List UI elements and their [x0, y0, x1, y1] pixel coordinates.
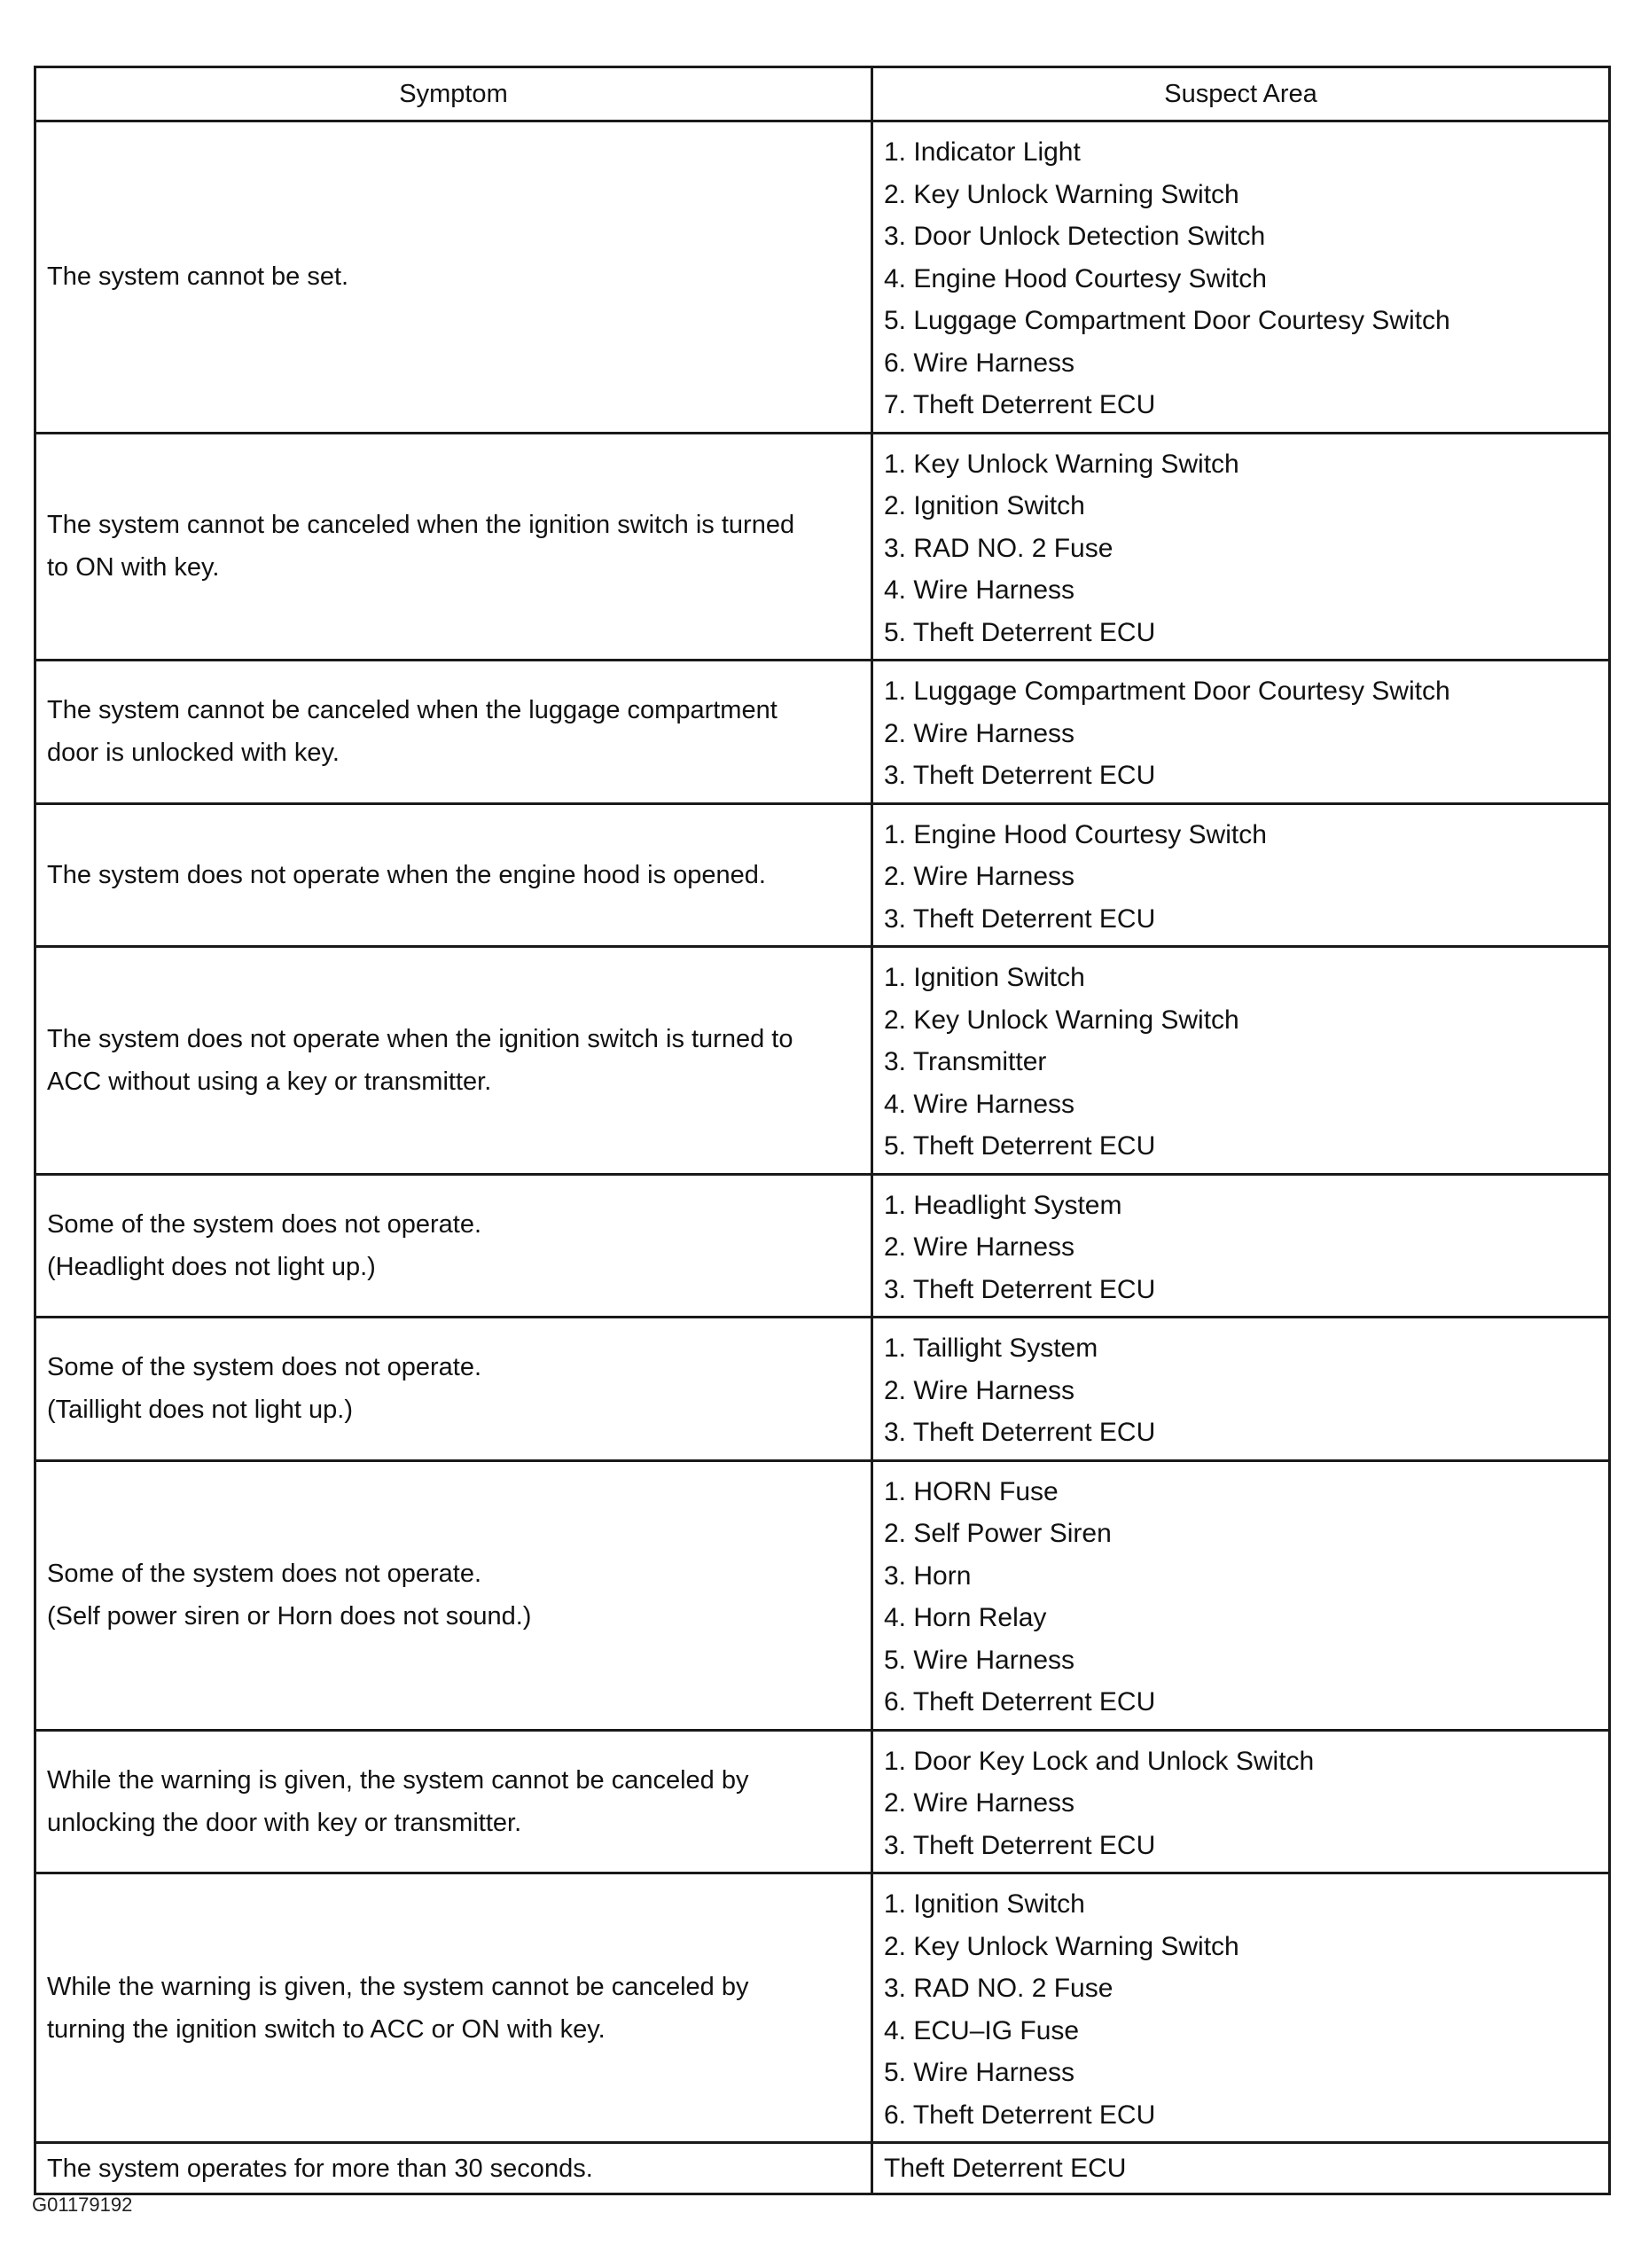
table-row — [35, 1318, 1610, 1461]
suspect-item: 2. Wire Harness — [884, 1788, 1075, 1818]
suspect-item: 2. Wire Harness — [884, 718, 1075, 748]
suspect-item: 2. Key Unlock Warning Switch — [884, 1931, 1239, 1961]
symptom-text: The system cannot be canceled when the luggage compartment — [47, 696, 778, 725]
symptom-text: ACC without using a key or transmitter. — [47, 1067, 492, 1096]
table-row — [35, 803, 1610, 947]
symptom-text: The system does not operate when the ignition switch is turned to — [47, 1024, 793, 1053]
suspect-item: 3. Theft Deterrent ECU — [884, 903, 1156, 934]
suspect-item: 4. Wire Harness — [884, 1089, 1075, 1119]
table-row — [35, 1730, 1610, 1873]
suspect-item: 3. Theft Deterrent ECU — [884, 761, 1156, 790]
suspect-item: 1. HORN Fuse — [884, 1476, 1059, 1506]
suspect-item: 6. Wire Harness — [884, 348, 1075, 378]
suspect-item: 2. Wire Harness — [884, 862, 1075, 891]
suspect-item: 1. Indicator Light — [884, 137, 1081, 167]
table-row — [35, 661, 1610, 804]
symptom-cell — [35, 947, 872, 1175]
suspect-item: 2. Wire Harness — [884, 1232, 1075, 1262]
suspect-item: 2. Key Unlock Warning Switch — [884, 1005, 1239, 1035]
table-row — [35, 947, 1610, 1175]
suspect-item: 5. Luggage Compartment Door Courtesy Switch — [884, 306, 1450, 335]
symptom-text: The system operates for more than 30 seconds. — [47, 2154, 593, 2183]
figure-id-label: G01179192 — [32, 2194, 133, 2216]
suspect-item: 1. Door Key Lock and Unlock Switch — [884, 1746, 1315, 1776]
suspect-item: 3. RAD NO. 2 Fuse — [884, 533, 1114, 563]
suspect-list — [884, 1185, 1601, 1311]
suspect-area-cell — [872, 1460, 1610, 1730]
suspect-item: 3. Theft Deterrent ECU — [884, 1418, 1156, 1447]
suspect-item: 1. Ignition Switch — [884, 1889, 1085, 1919]
suspect-item: 3. Theft Deterrent ECU — [884, 1830, 1156, 1860]
suspect-item: Theft Deterrent ECU — [884, 2154, 1127, 2183]
suspect-item: 3. Horn — [884, 1560, 972, 1591]
suspect-item: 6. Theft Deterrent ECU — [884, 1687, 1156, 1717]
suspect-item: 1. Engine Hood Courtesy Switch — [884, 819, 1267, 849]
suspect-item: 2. Key Unlock Warning Switch — [884, 179, 1239, 209]
suspect-area-cell — [872, 947, 1610, 1175]
symptom-text: unlocking the door with key or transmitter. — [47, 1808, 522, 1837]
suspect-item: 2. Wire Harness — [884, 1375, 1075, 1405]
table-body — [35, 121, 1610, 2194]
symptom-cell — [35, 661, 872, 804]
suspect-area-cell — [872, 1730, 1610, 1873]
suspect-area-cell — [872, 1174, 1610, 1318]
symptom-cell — [35, 803, 872, 947]
suspect-list — [884, 1740, 1601, 1867]
table-row — [35, 1460, 1610, 1730]
table-row — [35, 2143, 1610, 2194]
suspect-item: 1. Ignition Switch — [884, 963, 1085, 992]
suspect-item: 4. Wire Harness — [884, 575, 1075, 605]
symptom-text: Some of the system does not operate. — [47, 1560, 482, 1588]
suspect-item: 2. Ignition Switch — [884, 491, 1085, 520]
suspect-item: 3. Door Unlock Detection Switch — [884, 222, 1266, 251]
suspect-item: 7. Theft Deterrent ECU — [884, 390, 1156, 419]
suspect-item: 3. Theft Deterrent ECU — [884, 1274, 1156, 1304]
suspect-list — [884, 1883, 1601, 2136]
table-row — [35, 433, 1610, 661]
suspect-item: 5. Wire Harness — [884, 2058, 1075, 2087]
symptom-cell — [35, 2143, 872, 2194]
symptom-text: (Headlight does not light up.) — [47, 1252, 376, 1281]
symptom-cell — [35, 121, 872, 434]
symptom-cell — [35, 433, 872, 661]
suspect-item: 1. Taillight System — [884, 1333, 1098, 1363]
symptom-cell — [35, 1730, 872, 1873]
symptom-text: While the warning is given, the system cannot be canceled by — [47, 1765, 749, 1795]
symptom-text: The system cannot be canceled when the ignition switch is turned — [47, 511, 795, 540]
symptom-text: (Taillight does not light up.) — [47, 1396, 353, 1425]
suspect-area-cell — [872, 661, 1610, 804]
table-row — [35, 1873, 1610, 2143]
suspect-item: 4. ECU–IG Fuse — [884, 2015, 1080, 2045]
suspect-area-cell — [872, 1318, 1610, 1461]
symptom-text: The system cannot be set. — [47, 262, 349, 292]
suspect-list — [884, 814, 1601, 941]
suspect-area-cell — [872, 433, 1610, 661]
suspect-item: 1. Headlight System — [884, 1190, 1122, 1220]
symptom-text: to ON with key. — [47, 553, 220, 583]
table-header-row — [35, 67, 1610, 121]
suspect-item: 5. Wire Harness — [884, 1645, 1075, 1675]
suspect-area-cell — [872, 803, 1610, 947]
suspect-item: 4. Horn Relay — [884, 1603, 1047, 1632]
symptom-text: turning the ignition switch to ACC or ON with key. — [47, 2014, 606, 2044]
suspect-list — [884, 1471, 1601, 1724]
suspect-item: 4. Engine Hood Courtesy Switch — [884, 263, 1267, 293]
suspect-item: 3. Transmitter — [884, 1047, 1047, 1076]
suspect-item: 1. Key Unlock Warning Switch — [884, 449, 1239, 479]
symptom-text: Some of the system does not operate. — [47, 1353, 482, 1382]
symptom-cell — [35, 1460, 872, 1730]
suspect-list — [884, 957, 1601, 1168]
symptom-cell — [35, 1873, 872, 2143]
suspect-area-column-header: Suspect Area — [872, 67, 1610, 121]
suspect-list — [884, 670, 1601, 797]
suspect-area-cell — [872, 1873, 1610, 2143]
suspect-area-cell — [872, 2143, 1610, 2194]
symptom-cell — [35, 1318, 872, 1461]
suspect-list — [884, 131, 1601, 426]
symptom-text: door is unlocked with key. — [47, 739, 340, 768]
symptom-suspect-table — [34, 66, 1611, 2195]
suspect-item: 3. RAD NO. 2 Fuse — [884, 1974, 1114, 2003]
suspect-item: 5. Theft Deterrent ECU — [884, 1131, 1156, 1161]
symptom-cell — [35, 1174, 872, 1318]
suspect-item: 1. Luggage Compartment Door Courtesy Switch — [884, 676, 1450, 706]
symptom-column-header: Symptom — [35, 67, 872, 121]
table-row — [35, 121, 1610, 434]
suspect-list — [884, 443, 1601, 654]
suspect-item: 6. Theft Deterrent ECU — [884, 2100, 1156, 2130]
table-row — [35, 1174, 1610, 1318]
suspect-list — [884, 1327, 1601, 1454]
symptom-text: The system does not operate when the engine hood is opened. — [47, 860, 766, 889]
symptom-text: While the warning is given, the system cannot be canceled by — [47, 1972, 749, 2001]
suspect-item: 2. Self Power Siren — [884, 1519, 1112, 1548]
symptom-text: Some of the system does not operate. — [47, 1209, 482, 1239]
suspect-area-cell — [872, 121, 1610, 434]
symptom-text: (Self power siren or Horn does not sound.) — [47, 1602, 532, 1631]
suspect-item: 5. Theft Deterrent ECU — [884, 617, 1156, 647]
